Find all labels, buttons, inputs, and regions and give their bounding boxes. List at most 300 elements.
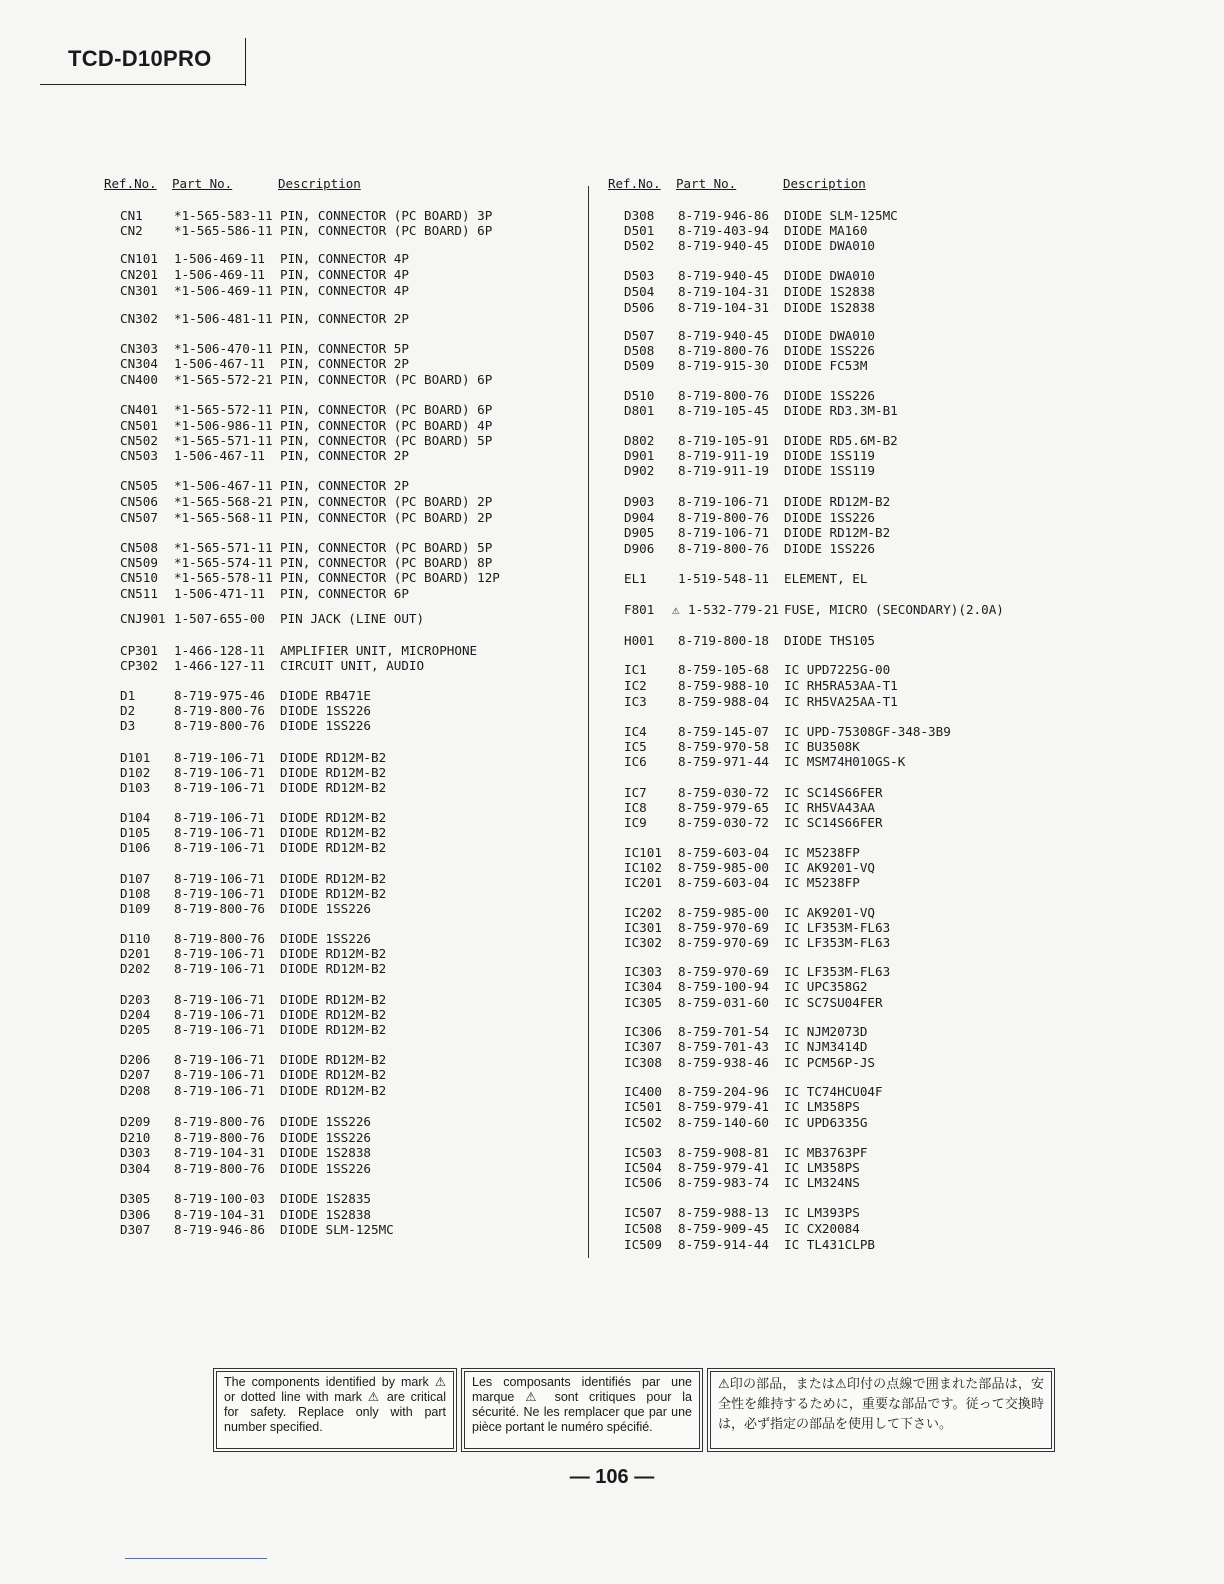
notice-french-text: Les composants identifiés par une marque ⚠ sont critiques pour la sécurité. Ne les remplacer que par une pièce portant le numéro spécifié. [472, 1375, 692, 1434]
part-number: 8-719-106-71 [174, 810, 265, 825]
part-description: IC UPC358G2 [784, 979, 868, 994]
ref-number: CN507 [120, 510, 158, 525]
part-description: DIODE 1SS226 [784, 541, 875, 556]
model-underline [40, 84, 246, 85]
footer-rule [125, 1558, 267, 1559]
ref-number: D305 [120, 1191, 151, 1206]
part-description: DIODE 1SS226 [784, 388, 875, 403]
part-number: 8-759-105-68 [678, 662, 769, 677]
ref-number: IC1 [624, 662, 647, 677]
ref-number: IC5 [624, 739, 647, 754]
ref-number: IC102 [624, 860, 662, 875]
part-number: 8-719-800-76 [174, 1114, 265, 1129]
ref-number: IC9 [624, 815, 647, 830]
part-description: IC LM358PS [784, 1160, 860, 1175]
ref-number: CN508 [120, 540, 158, 555]
ref-number: IC503 [624, 1145, 662, 1160]
part-number: 8-719-403-94 [678, 223, 769, 238]
part-number: 8-759-145-07 [678, 724, 769, 739]
part-number: 8-719-105-45 [678, 403, 769, 418]
ref-number: D509 [624, 358, 655, 373]
part-description: DIODE RD12M-B2 [280, 961, 387, 976]
ref-number: D901 [624, 448, 655, 463]
right-part-header: Part No. [676, 176, 737, 191]
part-description: IC AK9201-VQ [784, 905, 875, 920]
ref-number: IC306 [624, 1024, 662, 1039]
part-description: DIODE DWA010 [784, 238, 875, 253]
ref-number: CN401 [120, 402, 158, 417]
left-desc-header: Description [278, 176, 361, 191]
part-description: PIN, CONNECTOR (PC BOARD) 8P [280, 555, 493, 570]
part-description: DIODE MA160 [784, 223, 868, 238]
part-description: PIN, CONNECTOR 4P [280, 283, 409, 298]
left-part-header: Part No. [172, 176, 233, 191]
ref-number: D205 [120, 1022, 151, 1037]
ref-number: IC201 [624, 875, 662, 890]
part-description: IC NJM2073D [784, 1024, 868, 1039]
ref-number: H001 [624, 633, 655, 648]
part-number: 8-719-800-76 [678, 510, 769, 525]
part-description: IC RH5RA53AA-T1 [784, 678, 898, 693]
part-number: 8-719-106-71 [174, 961, 265, 976]
part-description: DIODE 1SS226 [784, 343, 875, 358]
part-number: *1-565-568-21 [174, 494, 273, 509]
part-number: 8-759-031-60 [678, 995, 769, 1010]
part-number: 8-759-030-72 [678, 815, 769, 830]
part-number: 8-719-106-71 [174, 765, 265, 780]
part-description: DIODE RD12M-B2 [784, 494, 891, 509]
part-description: PIN, CONNECTOR (PC BOARD) 6P [280, 372, 493, 387]
part-number: *1-565-583-11 [174, 208, 273, 223]
part-description: PIN, CONNECTOR 2P [280, 478, 409, 493]
part-description: DIODE 1S2838 [784, 284, 875, 299]
part-description: PIN, CONNECTOR 2P [280, 448, 409, 463]
ref-number: D3 [120, 718, 136, 733]
ref-number: IC101 [624, 845, 662, 860]
part-description: IC LF353M-FL63 [784, 935, 891, 950]
ref-number: D105 [120, 825, 151, 840]
part-number: 8-719-106-71 [174, 886, 265, 901]
ref-number: D101 [120, 750, 151, 765]
ref-number: CN304 [120, 356, 158, 371]
part-description: DIODE 1SS226 [280, 1114, 371, 1129]
part-description: IC LF353M-FL63 [784, 920, 891, 935]
ref-number: D103 [120, 780, 151, 795]
part-number: 8-719-106-71 [174, 750, 265, 765]
ref-number: D904 [624, 510, 655, 525]
part-description: IC UPD7225G-00 [784, 662, 891, 677]
part-number: 8-759-988-13 [678, 1205, 769, 1220]
part-number: *1-565-586-11 [174, 223, 273, 238]
part-description: DIODE 1SS119 [784, 463, 875, 478]
part-number: 8-719-106-71 [174, 840, 265, 855]
ref-number: IC2 [624, 678, 647, 693]
part-description: IC UPD6335G [784, 1115, 868, 1130]
part-number: 8-759-908-81 [678, 1145, 769, 1160]
part-description: PIN, CONNECTOR (PC BOARD) 3P [280, 208, 493, 223]
part-description: IC SC7SU04FER [784, 995, 883, 1010]
part-number: 1-506-467-11 [174, 356, 265, 371]
ref-number: D304 [120, 1161, 151, 1176]
part-number: 8-759-603-04 [678, 875, 769, 890]
ref-number: D501 [624, 223, 655, 238]
ref-number: F801 [624, 602, 655, 617]
part-description: IC TL431CLPB [784, 1237, 875, 1252]
part-number: 8-719-106-71 [174, 871, 265, 886]
part-description: IC M5238FP [784, 875, 860, 890]
ref-number: IC202 [624, 905, 662, 920]
part-number: 8-759-970-69 [678, 920, 769, 935]
part-description: PIN, CONNECTOR (PC BOARD) 5P [280, 433, 493, 448]
ref-number: D508 [624, 343, 655, 358]
part-description: IC RH5VA25AA-T1 [784, 694, 898, 709]
part-number: 8-759-914-44 [678, 1237, 769, 1252]
ref-number: CNJ901 [120, 611, 166, 626]
part-description: DIODE 1S2835 [280, 1191, 371, 1206]
part-number: 8-719-104-31 [174, 1207, 265, 1222]
part-number: *1-506-467-11 [174, 478, 273, 493]
ref-number: IC303 [624, 964, 662, 979]
part-number: 8-719-106-71 [174, 825, 265, 840]
part-description: DIODE DWA010 [784, 328, 875, 343]
ref-number: CN1 [120, 208, 143, 223]
part-number: 8-719-106-71 [678, 525, 769, 540]
part-number: *1-565-571-11 [174, 433, 273, 448]
ref-number: IC3 [624, 694, 647, 709]
part-number: 8-759-701-54 [678, 1024, 769, 1039]
part-number: 8-719-106-71 [174, 780, 265, 795]
ref-number: IC6 [624, 754, 647, 769]
part-description: DIODE 1SS226 [280, 703, 371, 718]
part-number: 8-719-106-71 [174, 1067, 265, 1082]
part-description: IC AK9201-VQ [784, 860, 875, 875]
ref-number: CN101 [120, 251, 158, 266]
part-description: DIODE RD12M-B2 [280, 992, 387, 1007]
part-description: IC LM324NS [784, 1175, 860, 1190]
ref-number: D107 [120, 871, 151, 886]
part-number: 8-759-204-96 [678, 1084, 769, 1099]
ref-number: CN2 [120, 223, 143, 238]
part-description: IC BU3508K [784, 739, 860, 754]
ref-number: CN506 [120, 494, 158, 509]
ref-number: D504 [624, 284, 655, 299]
part-description: DIODE RD12M-B2 [280, 840, 387, 855]
part-description: PIN, CONNECTOR (PC BOARD) 2P [280, 510, 493, 525]
part-number: 8-719-106-71 [174, 1022, 265, 1037]
part-description: DIODE RD12M-B2 [280, 810, 387, 825]
ref-number: D108 [120, 886, 151, 901]
part-number: 8-759-985-00 [678, 860, 769, 875]
part-description: DIODE RD12M-B2 [280, 1067, 387, 1082]
ref-number: D202 [120, 961, 151, 976]
ref-number: CP302 [120, 658, 158, 673]
ref-number: IC502 [624, 1115, 662, 1130]
ref-number: IC308 [624, 1055, 662, 1070]
part-number: *1-506-481-11 [174, 311, 273, 326]
part-number: 8-719-800-76 [174, 931, 265, 946]
part-number: 1-506-467-11 [174, 448, 265, 463]
part-description: DIODE 1SS119 [784, 448, 875, 463]
part-description: IC SC14S66FER [784, 785, 883, 800]
ref-number: D204 [120, 1007, 151, 1022]
ref-number: CN502 [120, 433, 158, 448]
part-description: IC MB3763PF [784, 1145, 868, 1160]
part-number: 1-466-128-11 [174, 643, 265, 658]
part-number: 8-759-979-41 [678, 1099, 769, 1114]
part-number: 8-759-983-74 [678, 1175, 769, 1190]
ref-number: D110 [120, 931, 151, 946]
ref-number: IC507 [624, 1205, 662, 1220]
ref-number: D902 [624, 463, 655, 478]
part-description: IC LM358PS [784, 1099, 860, 1114]
ref-number: EL1 [624, 571, 647, 586]
ref-number: D802 [624, 433, 655, 448]
part-number: 8-719-946-86 [678, 208, 769, 223]
part-description: ELEMENT, EL [784, 571, 868, 586]
part-description: DIODE RD12M-B2 [280, 946, 387, 961]
part-description: DIODE DWA010 [784, 268, 875, 283]
part-number: 8-759-979-41 [678, 1160, 769, 1175]
ref-number: IC307 [624, 1039, 662, 1054]
part-number: 1-532-779-21 [688, 602, 779, 617]
part-number: 8-759-970-69 [678, 964, 769, 979]
ref-number: D303 [120, 1145, 151, 1160]
part-description: DIODE RD12M-B2 [280, 1083, 387, 1098]
part-number: 8-719-800-76 [678, 388, 769, 403]
ref-number: IC305 [624, 995, 662, 1010]
part-number: *1-565-571-11 [174, 540, 273, 555]
safety-warning-icon: ⚠ [672, 602, 680, 617]
part-number: 8-759-979-65 [678, 800, 769, 815]
part-number: *1-565-568-11 [174, 510, 273, 525]
part-description: IC MSM74H010GS-K [784, 754, 906, 769]
model-title: TCD-D10PRO [68, 46, 212, 71]
ref-number: D104 [120, 810, 151, 825]
part-number: 8-719-800-76 [174, 718, 265, 733]
part-number: 8-759-970-58 [678, 739, 769, 754]
part-number: 1-519-548-11 [678, 571, 769, 586]
ref-number: IC304 [624, 979, 662, 994]
ref-number: D106 [120, 840, 151, 855]
part-number: 8-759-909-45 [678, 1221, 769, 1236]
left-ref-header: Ref.No. [104, 176, 157, 191]
part-description: DIODE RD12M-B2 [280, 750, 387, 765]
part-description: IC CX20084 [784, 1221, 860, 1236]
ref-number: D308 [624, 208, 655, 223]
part-description: PIN JACK (LINE OUT) [280, 611, 425, 626]
ref-number: D903 [624, 494, 655, 509]
part-description: DIODE RD12M-B2 [280, 780, 387, 795]
right-desc-header: Description [783, 176, 866, 191]
part-description: DIODE RD12M-B2 [280, 1022, 387, 1037]
part-number: 8-719-940-45 [678, 328, 769, 343]
ref-number: IC501 [624, 1099, 662, 1114]
ref-number: D1 [120, 688, 136, 703]
ref-number: CP301 [120, 643, 158, 658]
part-number: 8-719-800-76 [678, 541, 769, 556]
ref-number: IC506 [624, 1175, 662, 1190]
right-ref-header: Ref.No. [608, 176, 661, 191]
part-description: DIODE 1SS226 [280, 1161, 371, 1176]
part-description: DIODE RD12M-B2 [280, 825, 387, 840]
part-description: IC PCM56P-JS [784, 1055, 875, 1070]
notice-japanese [707, 1368, 1055, 1452]
ref-number: CN501 [120, 418, 158, 433]
ref-number: IC504 [624, 1160, 662, 1175]
ref-number: D801 [624, 403, 655, 418]
part-description: DIODE 1SS226 [280, 1130, 371, 1145]
ref-number: D306 [120, 1207, 151, 1222]
ref-number: CN302 [120, 311, 158, 326]
part-number: *1-506-986-11 [174, 418, 273, 433]
ref-number: D201 [120, 946, 151, 961]
part-number: 8-759-030-72 [678, 785, 769, 800]
ref-number: D502 [624, 238, 655, 253]
part-number: 8-759-100-94 [678, 979, 769, 994]
part-number: 8-719-106-71 [174, 946, 265, 961]
part-number: 1-466-127-11 [174, 658, 265, 673]
part-number: 8-719-800-76 [174, 901, 265, 916]
part-description: CIRCUIT UNIT, AUDIO [280, 658, 425, 673]
part-description: PIN, CONNECTOR (PC BOARD) 6P [280, 402, 493, 417]
part-number: 8-759-971-44 [678, 754, 769, 769]
part-description: DIODE RD12M-B2 [280, 765, 387, 780]
part-number: 8-719-940-45 [678, 238, 769, 253]
ref-number: IC400 [624, 1084, 662, 1099]
ref-number: CN509 [120, 555, 158, 570]
part-number: 8-719-104-31 [678, 300, 769, 315]
ref-number: CN301 [120, 283, 158, 298]
ref-number: D203 [120, 992, 151, 1007]
ref-number: IC508 [624, 1221, 662, 1236]
part-description: DIODE 1SS226 [784, 510, 875, 525]
part-number: 8-719-940-45 [678, 268, 769, 283]
ref-number: D210 [120, 1130, 151, 1145]
part-description: DIODE RD12M-B2 [280, 871, 387, 886]
part-number: 8-719-104-31 [678, 284, 769, 299]
part-description: PIN, CONNECTOR (PC BOARD) 6P [280, 223, 493, 238]
ref-number: D510 [624, 388, 655, 403]
part-description: PIN, CONNECTOR 2P [280, 311, 409, 326]
ref-number: D208 [120, 1083, 151, 1098]
part-number: 8-719-800-76 [174, 703, 265, 718]
part-number: 1-506-471-11 [174, 586, 265, 601]
part-description: DIODE FC53M [784, 358, 868, 373]
ref-number: D307 [120, 1222, 151, 1237]
part-number: 8-719-106-71 [174, 1052, 265, 1067]
part-number: *1-506-469-11 [174, 283, 273, 298]
part-description: PIN, CONNECTOR 2P [280, 356, 409, 371]
ref-number: IC509 [624, 1237, 662, 1252]
part-number: *1-506-470-11 [174, 341, 273, 356]
model-vertical-rule [245, 38, 246, 86]
part-description: IC RH5VA43AA [784, 800, 875, 815]
ref-number: IC301 [624, 920, 662, 935]
ref-number: CN503 [120, 448, 158, 463]
part-description: IC TC74HCU04F [784, 1084, 883, 1099]
part-number: 8-719-946-86 [174, 1222, 265, 1237]
part-description: DIODE RD12M-B2 [280, 1052, 387, 1067]
part-number: 8-719-915-30 [678, 358, 769, 373]
ref-number: IC7 [624, 785, 647, 800]
part-description: DIODE 1SS226 [280, 931, 371, 946]
part-number: 8-759-140-60 [678, 1115, 769, 1130]
part-number: 8-759-988-04 [678, 694, 769, 709]
part-description: FUSE, MICRO (SECONDARY)(2.0A) [784, 602, 1004, 617]
part-description: DIODE RD5.6M-B2 [784, 433, 898, 448]
ref-number: CN511 [120, 586, 158, 601]
ref-number: D2 [120, 703, 136, 718]
part-number: 8-719-106-71 [174, 1083, 265, 1098]
part-description: PIN, CONNECTOR (PC BOARD) 4P [280, 418, 493, 433]
ref-number: D507 [624, 328, 655, 343]
ref-number: D207 [120, 1067, 151, 1082]
ref-number: D905 [624, 525, 655, 540]
ref-number: CN201 [120, 267, 158, 282]
ref-number: CN303 [120, 341, 158, 356]
part-number: 1-506-469-11 [174, 251, 265, 266]
part-description: IC M5238FP [784, 845, 860, 860]
part-number: 8-719-106-71 [174, 992, 265, 1007]
part-description: DIODE 1S2838 [280, 1145, 371, 1160]
part-number: 8-719-100-03 [174, 1191, 265, 1206]
part-description: PIN, CONNECTOR 5P [280, 341, 409, 356]
part-description: DIODE SLM-125MC [280, 1222, 394, 1237]
part-description: IC NJM3414D [784, 1039, 868, 1054]
part-description: PIN, CONNECTOR 4P [280, 251, 409, 266]
part-description: IC LM393PS [784, 1205, 860, 1220]
part-number: *1-565-574-11 [174, 555, 273, 570]
ref-number: D109 [120, 901, 151, 916]
notice-japanese-text: ⚠印の部品，または⚠印付の点線で囲まれた部品は，安全性を維持するために，重要な部品です。従って交換時は，必ず指定の部品を使用して下さい。 [718, 1377, 1044, 1432]
part-description: PIN, CONNECTOR (PC BOARD) 5P [280, 540, 493, 555]
part-description: PIN, CONNECTOR (PC BOARD) 2P [280, 494, 493, 509]
part-number: 8-759-988-10 [678, 678, 769, 693]
part-number: 8-719-800-76 [174, 1130, 265, 1145]
part-number: 1-506-469-11 [174, 267, 265, 282]
part-number: 8-759-701-43 [678, 1039, 769, 1054]
part-description: IC SC14S66FER [784, 815, 883, 830]
ref-number: CN510 [120, 570, 158, 585]
part-description: PIN, CONNECTOR (PC BOARD) 12P [280, 570, 500, 585]
part-number: *1-565-578-11 [174, 570, 273, 585]
part-description: DIODE RD3.3M-B1 [784, 403, 898, 418]
ref-number: D906 [624, 541, 655, 556]
part-description: AMPLIFIER UNIT, MICROPHONE [280, 643, 478, 658]
ref-number: IC302 [624, 935, 662, 950]
ref-number: D206 [120, 1052, 151, 1067]
ref-number: D506 [624, 300, 655, 315]
ref-number: CN400 [120, 372, 158, 387]
part-number: 8-759-603-04 [678, 845, 769, 860]
part-description: DIODE 1S2838 [784, 300, 875, 315]
ref-number: IC4 [624, 724, 647, 739]
part-number: 8-719-911-19 [678, 463, 769, 478]
ref-number: CN505 [120, 478, 158, 493]
part-number: 8-719-975-46 [174, 688, 265, 703]
ref-number: D102 [120, 765, 151, 780]
part-number: 8-759-938-46 [678, 1055, 769, 1070]
part-number: 8-719-800-76 [678, 343, 769, 358]
part-number: *1-565-572-11 [174, 402, 273, 417]
part-description: DIODE 1SS226 [280, 718, 371, 733]
part-number: 8-719-800-18 [678, 633, 769, 648]
part-number: 8-759-970-69 [678, 935, 769, 950]
part-description: DIODE THS105 [784, 633, 875, 648]
part-description: DIODE SLM-125MC [784, 208, 898, 223]
notice-french [461, 1368, 703, 1452]
part-number: 8-719-800-76 [174, 1161, 265, 1176]
